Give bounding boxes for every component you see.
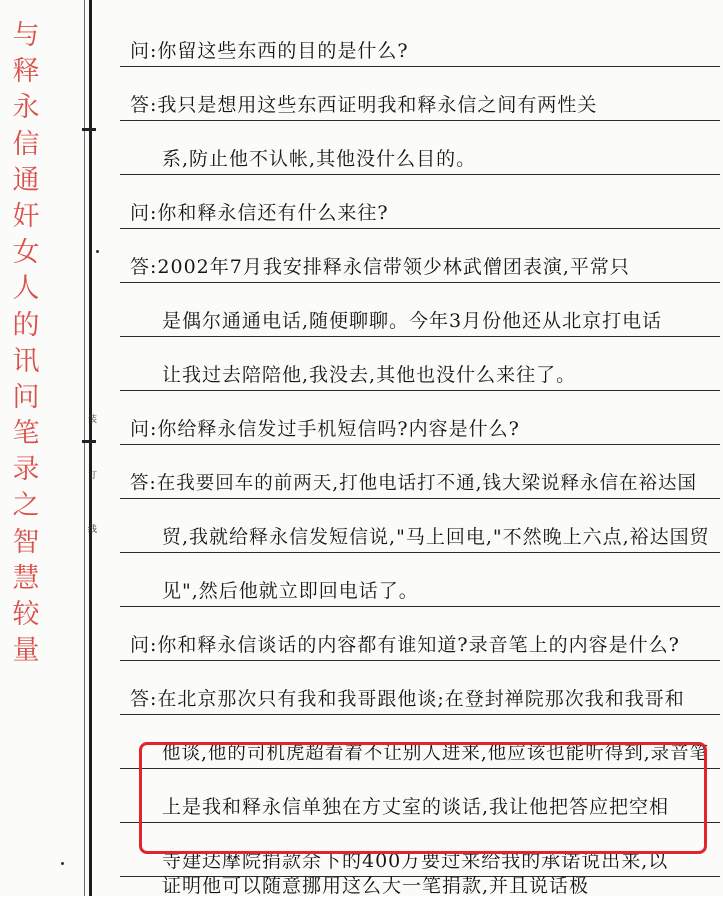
answer-text: 答:2002年7月我安排释永信带领少林武僧团表演,平常只 xyxy=(130,256,630,278)
record-line xyxy=(120,120,720,175)
binding-label: 线 xyxy=(88,525,98,535)
record-line xyxy=(120,660,720,715)
record-line xyxy=(120,498,720,553)
answer-continuation: 他谈,他的司机虎超看着不让别人进来,他应该也能听得到,录音笔 xyxy=(162,743,710,764)
title-char: 人 xyxy=(12,273,40,305)
answer-text: 答:在北京那次只有我和我哥跟他谈;在登封禅院那次我和我哥和 xyxy=(130,688,685,710)
scan-speck xyxy=(96,250,99,253)
answer-text: 答:我只是想用这些东西证明我和释永信之间有两性关 xyxy=(130,94,598,116)
title-char: 笔 xyxy=(12,418,40,450)
title-char: 慧 xyxy=(12,562,40,594)
record-line xyxy=(120,66,720,121)
question-text: 问:你留这些东西的目的是什么? xyxy=(130,40,409,62)
binding-mark xyxy=(82,440,96,443)
binding-margin-line xyxy=(89,0,92,896)
title-char: 释 xyxy=(12,56,40,88)
answer-continuation: 贸,我就给释永信发短信说,"马上回电,"不然晚上六点,裕达国贸 xyxy=(162,526,710,548)
answer-continuation: 系,防止他不认帐,其他没什么目的。 xyxy=(162,148,477,170)
title-char: 问 xyxy=(12,381,40,413)
highlight-box xyxy=(139,742,707,854)
answer-continuation: 见",然后他就立即回电话了。 xyxy=(162,580,419,602)
record-line xyxy=(120,282,720,337)
binding-label: 订 xyxy=(88,471,98,481)
scan-speck xyxy=(61,862,64,865)
record-line xyxy=(120,552,720,607)
title-char: 智 xyxy=(12,526,40,558)
record-line xyxy=(120,606,720,661)
answer-continuation: 证明他可以随意挪用这么大一笔捐款,并且说话极 xyxy=(162,875,590,897)
title-char: 与 xyxy=(12,20,40,51)
answer-continuation: 是偶尔通通电话,随便聊聊。今年3月份他还从北京打电话 xyxy=(162,310,663,332)
answer-continuation: 让我过去陪陪他,我没去,其他也没什么来往了。 xyxy=(162,364,577,386)
title-char: 之 xyxy=(12,490,40,522)
binding-margin-guide xyxy=(84,0,85,896)
answer-text: 答:在我要回车的前两天,打他电话打不通,钱大梁说释永信在裕达国 xyxy=(130,473,697,494)
record-line xyxy=(120,228,720,283)
answer-continuation: 上是我和释永信单独在方丈室的谈话,我让他把答应把空相 xyxy=(162,796,670,818)
question-text: 问:你和释永信谈话的内容都有谁知道?录音笔上的内容是什么? xyxy=(130,634,680,656)
title-char: 录 xyxy=(12,454,40,486)
record-line xyxy=(120,444,720,499)
question-text: 问:你给释永信发过手机短信吗?内容是什么? xyxy=(130,418,520,440)
binding-mark xyxy=(82,128,96,131)
title-char: 讯 xyxy=(12,345,40,377)
title-char: 永 xyxy=(12,92,40,124)
question-text: 问:你和释永信还有什么来往? xyxy=(130,202,389,224)
title-char: 较 xyxy=(12,599,40,630)
title-char: 的 xyxy=(12,309,40,341)
vertical-title xyxy=(6,18,46,669)
title-char: 量 xyxy=(12,635,40,667)
title-char: 奸 xyxy=(12,200,40,232)
record-line xyxy=(120,875,720,897)
title-char: 通 xyxy=(12,164,40,196)
record-line xyxy=(120,174,720,229)
title-char: 信 xyxy=(12,128,40,160)
record-line xyxy=(120,336,720,391)
record-line xyxy=(120,390,720,445)
record-line xyxy=(120,12,720,67)
binding-label: 装 xyxy=(88,415,98,425)
title-char: 女 xyxy=(12,237,40,269)
answer-continuation: 寺建达摩院捐款余下的400万要过来给我的承诺说出来,以 xyxy=(162,850,669,872)
